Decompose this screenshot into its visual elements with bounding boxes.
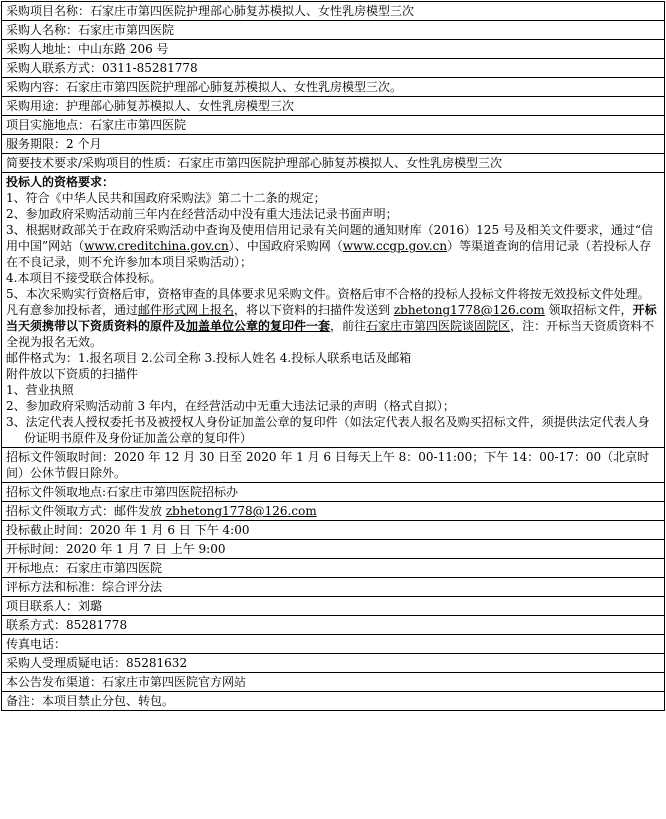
signup-text-b: ，将以下资料的扫描件发送到 [234, 303, 394, 317]
signup-email-link[interactable]: zbhetong1778@126.com [393, 303, 545, 317]
creditchina-link[interactable]: www.creditchina.gov.cn [84, 239, 229, 253]
attachment-heading: 附件放以下资质的扫描件 [6, 367, 139, 381]
procurement-content-cell: 采购内容：石家庄市第四医院护理部心肺复苏模拟人、女性乳房模型三次。 [2, 78, 665, 97]
channel-cell: 本公告发布渠道：石家庄市第四医院官方网站 [2, 673, 665, 692]
qualification-item-5: 5、本次采购实行资格后审，资格审查的具体要求见采购文件。资格后审不合格的投标人投标文件将按无效投标文件处理。 [6, 287, 650, 301]
doc-method-label: 招标文件领取方式：邮件发放 [6, 504, 166, 518]
signup-bold-2: 加盖单位公章的复印件一套 [186, 319, 331, 333]
buyer-name-cell: 采购人名称：石家庄市第四医院 [2, 21, 665, 40]
qualification-item-1: 1、符合《中华人民共和国政府采购法》第二十二条的规定； [6, 191, 326, 205]
announcement-table [1, 1, 665, 711]
doc-place-cell: 招标文件领取地点:石家庄市第四医院招标办 [2, 483, 665, 502]
doc-method-cell [2, 502, 665, 521]
attachment-item-2: 2、参加政府采购活动前 3 年内，在经营活动中无重大违法记录的声明（格式自拟）； [6, 399, 455, 413]
qualification-heading: 投标人的资格要求： [6, 175, 115, 189]
contact-phone-cell: 联系方式：85281778 [2, 616, 665, 635]
doc-time-cell: 招标文件领取时间：2020 年 12 月 30 日至 2020 年 1 月 6 日每天上午 8：00-11:00；下午 14：00-17：00（北京时间）公休节假日除外。 [2, 448, 665, 483]
service-period-cell: 服务期限：2 个月 [2, 135, 665, 154]
attachment-item-1: 1、营业执照 [6, 383, 74, 397]
open-time-cell: 开标时间：2020 年 1 月 7 日 上午 9:00 [2, 540, 665, 559]
qualification-cell [2, 173, 665, 448]
signup-bold-1: 开标当天须携带以下资质资料的原件及 [6, 303, 657, 333]
signup-method: 邮件形式网上报名 [138, 303, 235, 317]
signup-text-a: 凡有意参加投标者，通过 [6, 303, 139, 317]
attachment-item-3: 3、法定代表人授权委托书及被授权人身份证加盖公章的复印件（如法定代表人报名及购买招标文件，须提供法定代表人身份证明书原件及身份证加盖公章的复印件） [6, 415, 650, 445]
project-location-cell: 项目实施地点：石家庄市第四医院 [2, 116, 665, 135]
procurement-purpose-cell: 采购用途：护理部心肺复苏模拟人、女性乳房模型三次 [2, 97, 665, 116]
qualification-item-2: 2、参加政府采购活动前三年内在经营活动中没有重大违法记录书面声明； [6, 207, 398, 221]
note-cell: 备注：本项目禁止分包、转包。 [2, 692, 665, 711]
signup-text-e: ，注：开标当天资质资料不全视为报名无效。 [6, 319, 655, 349]
project-name-cell: 采购项目名称：石家庄市第四医院护理部心肺复苏模拟人、女性乳房模型三次 [2, 2, 665, 21]
qualification-item-4: 4.本项目不接受联合体投标。 [6, 271, 162, 285]
doc-email-link[interactable]: zbhetong1778@126.com [165, 504, 317, 518]
item3-text-a: 3、根据财政部关于在政府采购活动中查询及使用信用记录有关问题的通知财库（2016）125 号及相关文件要求，通过“信用中国”网站（ [6, 223, 654, 253]
fax-cell: 传真电话： [2, 635, 665, 654]
signup-text-c: 领取招标文件， [544, 303, 633, 317]
signup-instructions [6, 302, 660, 350]
evaluation-cell: 评标方法和标准：综合评分法 [2, 578, 665, 597]
email-format: 邮件格式为：1.报名项目 2.公司全称 3.投标人姓名 4.投标人联系电话及邮箱 [6, 351, 412, 365]
open-place-cell: 开标地点：石家庄市第四医院 [2, 559, 665, 578]
buyer-contact-cell: 采购人联系方式：0311-85281778 [2, 59, 665, 78]
complaint-phone-cell: 采购人受理质疑电话：85281632 [2, 654, 665, 673]
signup-place: 石家庄市第四医院谈固院区 [366, 319, 511, 333]
contact-person-cell: 项目联系人：刘璐 [2, 597, 665, 616]
procurement-announcement [1, 1, 665, 817]
requirements-cell: 简要技术要求/采购项目的性质：石家庄市第四医院护理部心肺复苏模拟人、女性乳房模型三次 [2, 154, 665, 173]
signup-text-d: ，前往 [330, 319, 367, 333]
buyer-address-cell: 采购人地址：中山东路 206 号 [2, 40, 665, 59]
item3-text-b: ）、中国政府采购网（ [228, 239, 343, 253]
item3-text-c: ）等渠道查询的信用记录（若投标人存在不良记录，则不允许参加本项目采购活动）； [6, 239, 652, 269]
deadline-cell: 投标截止时间：2020 年 1 月 6 日 下午 4:00 [2, 521, 665, 540]
ccgp-link[interactable]: www.ccgp.gov.cn [342, 239, 448, 253]
qualification-item-3 [6, 222, 660, 270]
